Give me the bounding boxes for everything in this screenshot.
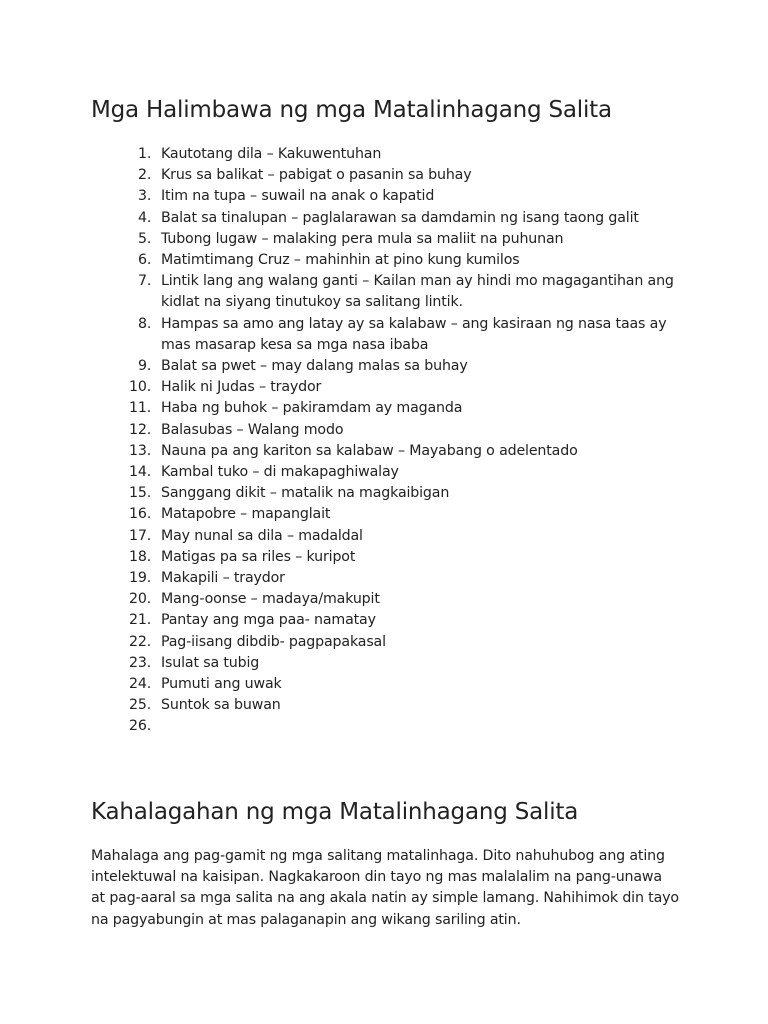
list-item-number: 9. [138,358,152,375]
list-item-text: Kambal tuko – di makapaghiwalay [161,464,399,481]
list-item-number: 13. [129,442,152,459]
list-item-text: Mang-oonse – madaya/makupit [161,591,380,608]
list-item-number: 2. [138,167,152,184]
list-item [129,398,689,419]
list-item-number: 5. [138,230,152,247]
list-item-number: 16. [129,506,152,523]
list-item-number: 19. [129,570,152,587]
list-item [129,568,689,589]
list-item [129,589,689,610]
paragraph-line: Mahalaga ang pag-gamit ng mga salitang matalinhaga. Dito nahuhubog ang ating [91,848,665,864]
section-heading-importance: Kahalagahan ng mga Matalinhagang Salita [91,799,579,825]
list-item-text: Sanggang dikit – matalik na magkaibigan [161,485,450,502]
list-item [129,208,689,229]
list-item-number: 25. [129,697,152,714]
list-item-number: 20. [129,591,152,608]
list-item-text: Krus sa balikat – pabigat o pasanin sa buhay [161,167,472,184]
list-item-text: Matapobre – mapanglait [161,506,331,523]
list-item [129,441,689,462]
paragraph-line: at pag-aaral sa mga salita na ang akala natin ay simple lamang. Nahihimok din tayo [91,890,679,907]
list-item-text: Balat sa tinalupan – paglalarawan sa damdamin ng isang taong galit [161,209,639,226]
list-item [129,271,689,313]
list-item [129,695,689,716]
list-item [129,632,689,653]
list-item-text: Isulat sa tubig [161,654,260,671]
list-item-number: 7. [138,273,152,290]
paragraph-line: na pagyabungin at mas palaganapin ang wikang sariling atin. [91,911,521,928]
list-item-number: 26. [129,718,152,735]
list-item [129,462,689,483]
section-heading-examples: Mga Halimbawa ng mga Matalinhagang Salita [91,97,612,123]
list-item-number: 10. [129,379,152,396]
list-item-number: 23. [129,654,152,671]
list-item [129,420,689,441]
list-item-text: Kautotang dila – Kakuwentuhan [161,146,382,162]
list-item-text: Itim na tupa – suwail na anak o kapatid [161,188,435,205]
list-item [129,610,689,631]
list-item-number: 14. [129,464,152,481]
list-item-number: 17. [129,527,152,544]
list-item [129,526,689,547]
list-item-text: Balasubas – Walang modo [161,421,344,438]
list-item [129,653,689,674]
list-item-number: 24. [129,676,152,693]
list-item-text: Suntok sa buwan [161,697,281,714]
list-item-number: 6. [138,252,152,269]
list-item-text: Makapili – traydor [161,570,285,587]
list-item-text: Tubong lugaw – malaking pera mula sa maliit na puhunan [161,230,564,247]
list-item [129,483,689,504]
importance-paragraph [91,846,691,931]
list-item-number: 4. [138,209,152,226]
list-item-text: Pumuti ang uwak [161,676,282,693]
list-item [129,144,689,165]
list-item-text: Haba ng buhok – pakiramdam ay maganda [161,400,463,417]
list-item [129,165,689,186]
list-item-number: 8. [138,315,152,332]
idiom-list [129,144,689,738]
list-item [129,674,689,695]
list-item-text: Hampas sa amo ang latay ay sa kalabaw – ang kasiraan ng nasa taas ay mas masarap kesa sa mga nasa ibaba [161,315,667,353]
list-item-number: 18. [129,548,152,565]
list-item-text: Halik ni Judas – traydor [161,379,322,396]
list-item [129,250,689,271]
list-item-text: Lintik lang ang walang ganti – Kailan man ay hindi mo magagantihan ang kidlat na siyang tinutukoy sa salitang lintik. [161,273,674,311]
list-item-text: Pantay ang mga paa- namatay [161,612,376,629]
list-item-text: Pag-iisang dibdib- pagpapakasal [161,633,386,650]
paragraph-line: intelektuwal na kaisipan. Nagkakaroon din tayo ng mas malalalim na pang-unawa [91,869,662,886]
list-item-number: 3. [138,188,152,205]
list-item-number: 12. [129,421,152,438]
list-item [129,716,689,737]
list-item [129,504,689,525]
list-item [129,547,689,568]
list-item [129,229,689,250]
list-item [129,314,689,356]
list-item-number: 11. [129,400,152,417]
list-item-number: 21. [129,612,152,629]
list-item [129,186,689,207]
list-item-text: May nunal sa dila – madaldal [161,527,363,544]
list-item-text [161,716,689,737]
list-item-text: Nauna pa ang kariton sa kalabaw – Mayabang o adelentado [161,442,578,459]
list-item-text: Matimtimang Cruz – mahinhin at pino kung kumilos [161,252,520,269]
list-item-text: Matigas pa sa riles – kuripot [161,548,356,565]
list-item [129,356,689,377]
list-item-number: 15. [129,485,152,502]
list-item-number: 1. [138,146,152,162]
list-item-number: 22. [129,633,152,650]
list-item-text: Balat sa pwet – may dalang malas sa buhay [161,358,468,375]
list-item [129,377,689,398]
